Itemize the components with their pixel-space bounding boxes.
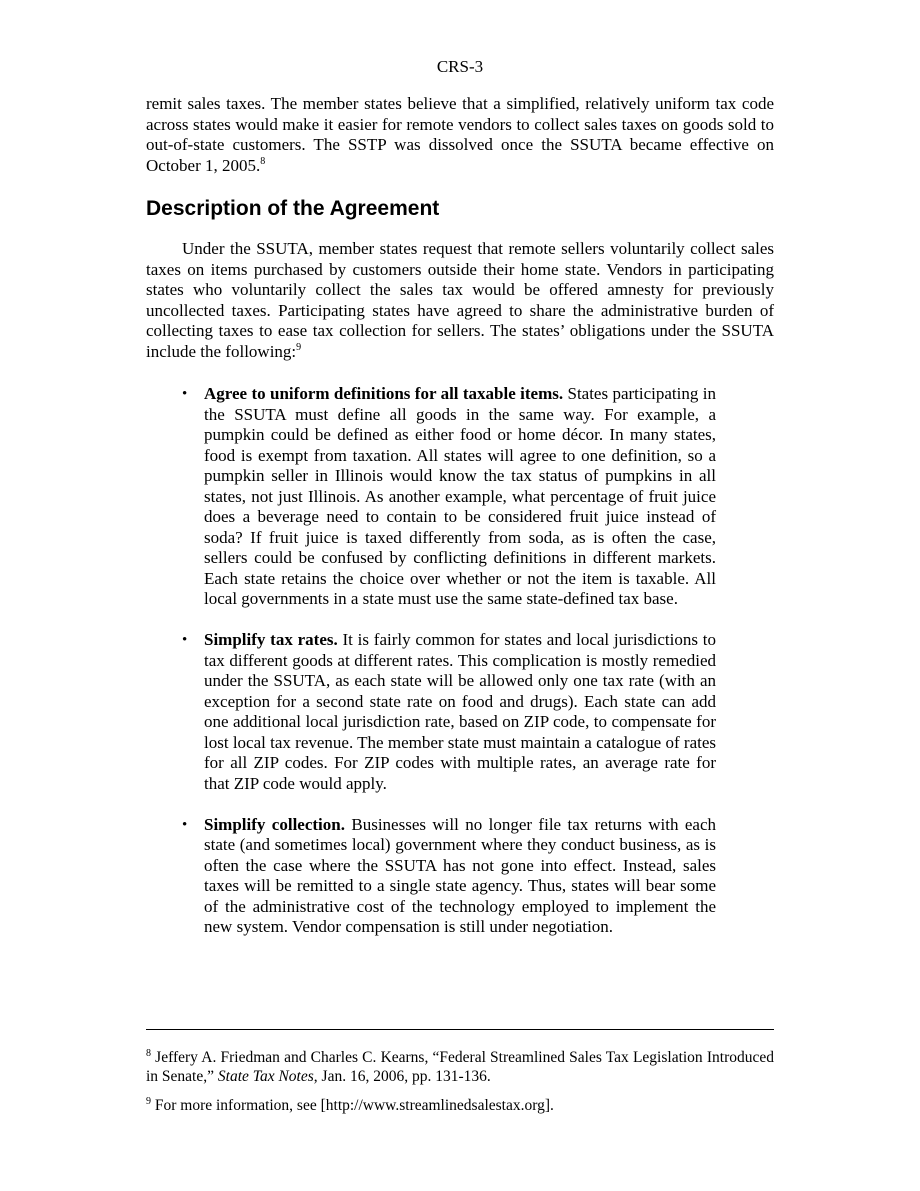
bullet-heading: Simplify collection. bbox=[204, 814, 345, 834]
section-heading: Description of the Agreement bbox=[146, 197, 440, 220]
bullet-icon: • bbox=[182, 386, 188, 402]
footnote-number: 8 bbox=[146, 1048, 151, 1059]
footnote-number: 9 bbox=[146, 1096, 151, 1107]
bullet-icon: • bbox=[182, 816, 188, 833]
intro-paragraph bbox=[146, 94, 774, 176]
footnotes bbox=[146, 1048, 774, 1125]
footnote-publication: State Tax Notes bbox=[217, 1068, 314, 1085]
body-text: Under the SSUTA, member states request that remote sellers voluntarily collect sales taxes on items purchased by customers outside their home state. Vendors in participating states who voluntarily collect the sales tax would be offered amnesty for previously uncollected taxes. Participating states have agreed to share the administrative burden of collecting taxes to ease tax collection for sellers. The states’ obligations under the SSUTA include the following: bbox=[146, 239, 774, 361]
footnote-ref-9[interactable]: 9 bbox=[296, 341, 302, 353]
intro-text: remit sales taxes. The member states believe that a simplified, relatively uniform tax code across states would make it easier for remote vendors to collect sales taxes on goods sold to out-of-state customers. The SSTP was dissolved once the SSUTA became effective on October 1, 2005. bbox=[146, 94, 774, 175]
list-item bbox=[180, 384, 716, 610]
page-header: CRS-3 bbox=[436, 57, 484, 76]
list-item bbox=[180, 630, 716, 794]
bullet-heading: Simplify tax rates. bbox=[204, 630, 338, 649]
footnote-text: Jeffery A. Friedman and Charles C. Kearns, “Federal Streamlined Sales Tax Legislation Introduced in Senate,” bbox=[146, 1049, 774, 1085]
footnote-text[interactable]: For more information, see [http://www.streamlinedsalestax.org]. bbox=[151, 1097, 554, 1114]
list-item bbox=[180, 815, 716, 938]
bullet-text: Businesses will no longer file tax returns with each state (and sometimes local) government where they conduct business, as is often the case where the SSUTA has not gone into effect. Instead, sales taxes will be remitted to a single state agency. Thus, states will bear some of the administrative cost of the technology employed to implement the new system. Vendor compensation is still under negotiation. bbox=[204, 814, 716, 936]
footnote-ref-8[interactable]: 8 bbox=[260, 155, 266, 167]
footnote-9 bbox=[146, 1096, 774, 1115]
bullet-icon: • bbox=[182, 632, 188, 648]
bullet-heading: Agree to uniform definitions for all taxable items. bbox=[204, 384, 564, 403]
footnote-8 bbox=[146, 1048, 774, 1086]
bullet-text: States participating in the SSUTA must define all goods in the same way. For example, a pumpkin could be defined as either food or home décor. In many states, food is exempt from taxation. All states will agree to one definition, so a pumpkin seller in Illinois would know the tax status of pumpkins in all states, not just Illinois. As another example, what percentage of fruit juice does a beverage need to contain to be considered fruit juice instead of soda? If fruit juice is taxed differently from soda, as is often the case, sellers could be confused by conflicting definitions in different markets. Each state retains the choice over whether or not the item is taxable. All local governments in a state must use the same state-defined tax base. bbox=[204, 384, 716, 608]
footnote-text-end: , Jan. 16, 2006, pp. 131-136. bbox=[313, 1068, 491, 1085]
body-paragraph bbox=[146, 239, 774, 362]
bullet-text: It is fairly common for states and local jurisdictions to tax different goods at different rates. This complication is mostly remedied under the SSUTA, as each state will be allowed only one tax rate (with an exception for a second state rate on food and drugs). Each state can add one additional local jurisdiction rate, based on ZIP code, to compensate for lost local tax revenue. The member state must maintain a catalogue of rates for all ZIP codes. For ZIP codes with multiple rates, an average rate for that ZIP code would apply. bbox=[204, 630, 716, 793]
footnote-divider bbox=[146, 1029, 774, 1030]
obligations-list bbox=[180, 384, 716, 958]
